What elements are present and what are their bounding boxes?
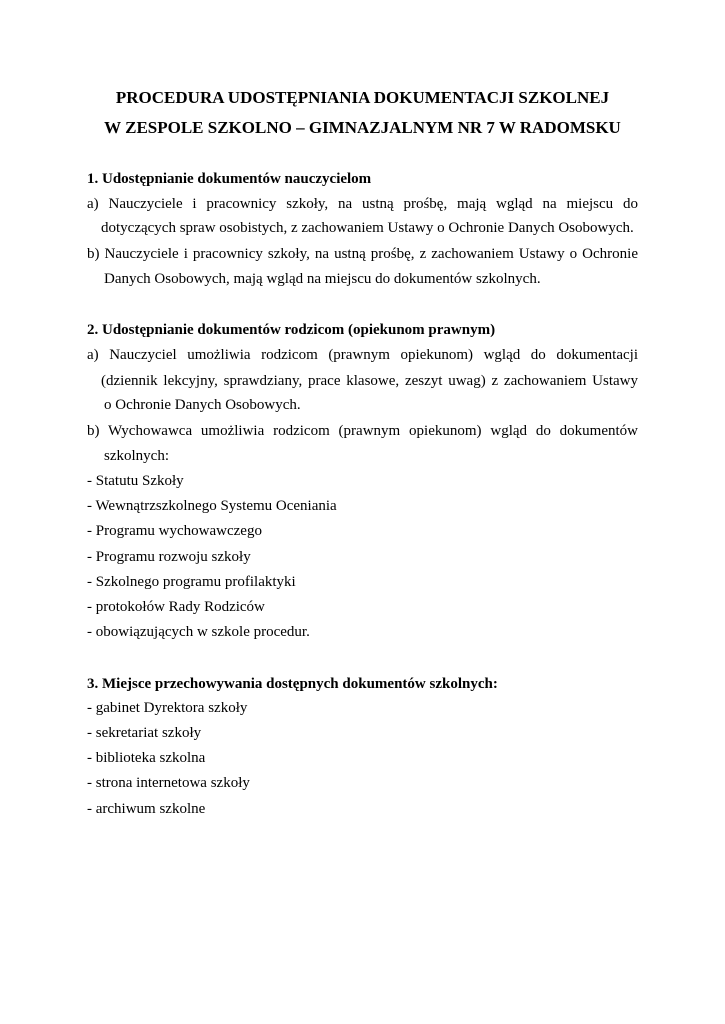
- section-1-heading: 1. Udostępnianie dokumentów nauczycielom: [87, 171, 372, 187]
- section-3-list-item: - sekretariat szkoły: [87, 725, 202, 741]
- section-1-item-a-line-1: a) Nauczyciele i pracownicy szkoły, na ustną prośbę, mają wgląd na miejscu do: [87, 196, 638, 212]
- section-2-item-b-line-2: szkolnych:: [104, 448, 169, 464]
- section-2-list-item: - Programu rozwoju szkoły: [87, 549, 251, 565]
- section-2-list-item: - Wewnątrzszkolnego Systemu Oceniania: [87, 498, 337, 514]
- section-3-list-item: - gabinet Dyrektora szkoły: [87, 700, 248, 716]
- section-3-list-item: - strona internetowa szkoły: [87, 775, 250, 791]
- section-1-item-a-line-2: dotyczących spraw osobistych, z zachowaniem Ustawy o Ochronie Danych Osobowych.: [101, 220, 634, 236]
- section-2-item-b-line-1: b) Wychowawca umożliwia rodzicom (prawnym opiekunom) wgląd do dokumentów: [87, 423, 638, 439]
- section-2-list-item: - protokołów Rady Rodziców: [87, 599, 265, 615]
- section-3-list-item: - archiwum szkolne: [87, 801, 206, 817]
- section-2-list-item: - Szkolnego programu profilaktyki: [87, 574, 296, 590]
- section-2-item-a-line-1: a) Nauczyciel umożliwia rodzicom (prawnym opiekunom) wgląd do dokumentacji: [87, 347, 638, 363]
- section-2-item-a-line-3: o Ochronie Danych Osobowych.: [104, 397, 301, 413]
- section-2-heading: 2. Udostępnianie dokumentów rodzicom (opiekunom prawnym): [87, 322, 496, 338]
- section-1-item-b-line-2: Danych Osobowych, mają wgląd na miejscu do dokumentów szkolnych.: [104, 271, 541, 287]
- section-3-list-item: - biblioteka szkolna: [87, 750, 206, 766]
- section-2-item-a-line-2: (dziennik lekcyjny, sprawdziany, prace klasowe, zeszyt uwag) z zachowaniem Ustawy: [101, 373, 638, 389]
- section-2-list-item: - Programu wychowawczego: [87, 523, 262, 539]
- section-2-list-item: - obowiązujących w szkole procedur.: [87, 624, 310, 640]
- section-3-heading: 3. Miejsce przechowywania dostępnych dokumentów szkolnych:: [87, 676, 498, 692]
- section-2-list-item: - Statutu Szkoły: [87, 473, 184, 489]
- section-1-item-b-line-1: b) Nauczyciele i pracownicy szkoły, na ustną prośbę, z zachowaniem Ustawy o Ochronie: [87, 246, 638, 262]
- document-title-line-2: W ZESPOLE SZKOLNO – GIMNAZJALNYM NR 7 W RADOMSKU: [104, 118, 621, 137]
- document-title-line-1: PROCEDURA UDOSTĘPNIANIA DOKUMENTACJI SZKOLNEJ: [115, 88, 610, 107]
